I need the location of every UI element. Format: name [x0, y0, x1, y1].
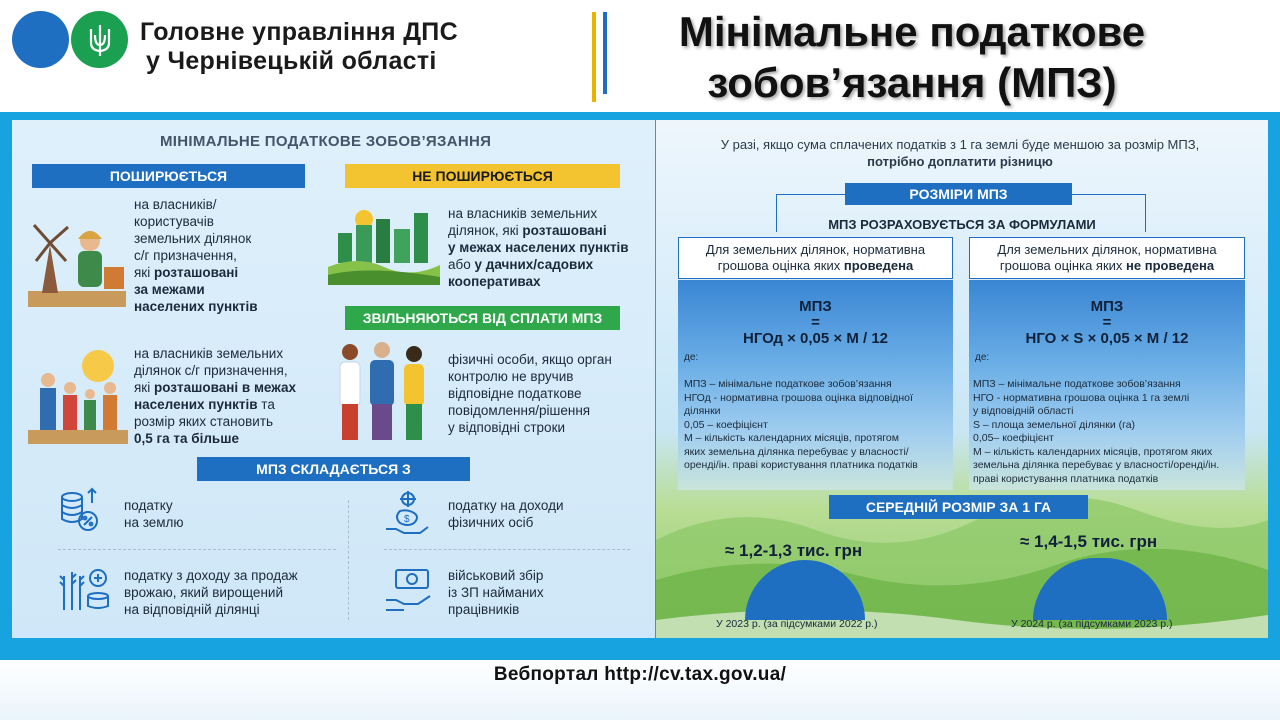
org-name — [140, 18, 458, 76]
header — [0, 0, 1280, 112]
divider-left — [58, 549, 336, 550]
definition-not-assessed-6: М – кількість календарних місяців, протягом яких — [973, 445, 1213, 458]
org-name-line1: Головне управління ДПС — [140, 18, 458, 46]
component-military-levy-line1: військовий збір — [448, 568, 544, 583]
definition-assessed-5: М – кількість календарних місяців, протягом — [684, 432, 899, 444]
applies-2-line6: 0,5 га та більше — [134, 431, 239, 446]
applies-1-line7: населених пунктів — [134, 299, 258, 314]
right-intro-line2: потрібно доплатити різницю — [867, 154, 1053, 169]
svg-text:$: $ — [404, 514, 410, 525]
formula-assessed — [678, 299, 953, 347]
component-land-tax — [124, 497, 184, 531]
applies-text-1 — [134, 196, 258, 315]
component-harvest-line2: врожаю, який вирощений — [124, 585, 283, 600]
trident-icon — [71, 11, 128, 68]
divider-right — [384, 549, 630, 550]
exempt-line2: контролю не вручив — [448, 369, 574, 384]
column-assessed-header — [678, 237, 953, 279]
definition-not-assessed-5: 0,05– коефіцієнт — [973, 432, 1054, 444]
not-applies-line4 — [448, 256, 629, 273]
applies-2-line2: ділянок с/г призначення, — [134, 363, 288, 378]
formula-assessed-eq: = — [811, 314, 820, 331]
military-levy-icon — [384, 566, 432, 612]
definitions-not-assessed — [973, 378, 1245, 486]
consists-label: МПЗ СКЛАДАЄТЬСЯ З — [256, 461, 411, 477]
definition-not-assessed-2: НГО - нормативна грошова оцінка 1 га землі — [973, 391, 1190, 404]
component-land-tax-line2: на землю — [124, 515, 184, 530]
applies-2-line4a: населених пунктів — [134, 397, 258, 412]
definition-not-assessed-7: земельна ділянка перебуває у власності/оренді/ін. — [973, 459, 1220, 471]
exempt-label: ЗВІЛЬНЯЮТЬСЯ ВІД СПЛАТИ МПЗ — [362, 310, 603, 326]
city-illustration — [328, 205, 440, 285]
component-income-tax-line2: фізичних осіб — [448, 515, 534, 530]
average-2024-caption: У 2024 р. (за підсумками 2023 р.) — [1011, 618, 1173, 630]
not-applies-line5: кооперативах — [448, 274, 541, 289]
applies-1-line2: користувачів — [134, 214, 214, 229]
applies-2-line5: розмір яких становить — [134, 414, 274, 429]
not-applies-line4b: у дачних/садових — [474, 257, 594, 272]
exempt-line5: у відповідні строки — [448, 420, 566, 435]
exempt-line1: фізичні особи, якщо орган — [448, 352, 612, 367]
column-assessed-header-line2b: проведена — [843, 258, 914, 273]
column-not-assessed-header-line2 — [997, 258, 1216, 274]
applies-band — [32, 164, 305, 188]
exempt-line3: відповідне податкове — [448, 386, 582, 401]
not-applies-label: НЕ ПОШИРЮЄТЬСЯ — [412, 168, 553, 184]
not-applies-line2a: ділянок, які — [448, 223, 523, 238]
average-2023-value: ≈ 1,2-1,3 тис. грн — [725, 541, 863, 560]
sizes-label: РОЗМІРИ МПЗ — [909, 186, 1008, 202]
income-tax-icon — [384, 489, 430, 537]
divider-blue — [603, 12, 607, 94]
not-applies-line2b: розташовані — [522, 223, 607, 238]
applies-label: ПОШИРЮЄТЬСЯ — [109, 168, 228, 184]
exempt-band — [345, 306, 620, 330]
consists-band — [197, 457, 470, 481]
definition-not-assessed-8: праві користування платника податків — [973, 472, 1159, 485]
component-harvest — [124, 567, 298, 618]
component-military-levy-line2: із ЗП найманих — [448, 585, 544, 600]
page-title — [612, 6, 1212, 108]
farmers-family-illustration — [28, 344, 128, 444]
exempt-line4: повідомлення/рішення — [448, 403, 591, 418]
formula-not-assessed-rhs: НГО × S × 0,05 × М / 12 — [1025, 330, 1189, 347]
definition-assessed-7: оренді/ін. праві користування платника податків — [684, 459, 918, 471]
formula-assessed-lhs: МПЗ — [799, 298, 832, 315]
applies-2-line4b: та — [257, 397, 275, 412]
applies-2-line4 — [134, 396, 296, 413]
people-illustration — [330, 338, 434, 444]
column-not-assessed-header-line2b: не проведена — [1126, 258, 1215, 273]
formula-assessed-rhs: НГОд × 0,05 × М / 12 — [742, 330, 889, 347]
column-assessed-header-line2a: грошова оцінка яких — [717, 258, 844, 273]
component-harvest-line3: на відповідній ділянці — [124, 602, 260, 617]
component-income-tax-line1: податку на доходи — [448, 498, 564, 513]
logo-blue-circle — [12, 11, 69, 68]
column-assessed-header-line2 — [706, 258, 925, 274]
definition-not-assessed-3: у відповідній області — [973, 405, 1074, 417]
definition-assessed-3: ділянки — [684, 405, 721, 417]
not-applies-text — [448, 205, 629, 290]
column-not-assessed-header-line1: Для земельних ділянок, нормативна — [997, 242, 1217, 257]
org-name-line2: у Чернівецькій області — [146, 47, 437, 75]
definition-not-assessed-1: МПЗ – мінімальне податкове зобов’язання — [973, 378, 1181, 390]
page-title-line2: зобов’язання (МПЗ) — [707, 59, 1117, 106]
component-military-levy-line3: працівників — [448, 602, 520, 617]
farmer-windmill-illustration — [28, 205, 126, 307]
formula-label: МПЗ РОЗРАХОВУЄТЬСЯ ЗА ФОРМУЛАМИ — [828, 217, 1096, 232]
divider-yellow — [592, 12, 596, 102]
definition-assessed-4: 0,05 – коефіцієнт — [684, 418, 768, 431]
average-2024-value: ≈ 1,4-1,5 тис. грн — [1020, 532, 1158, 551]
definition-assessed-1: МПЗ – мінімальне податкове зобов’язання — [684, 378, 892, 390]
applies-text-2 — [134, 345, 296, 447]
definition-assessed-6: яких земельна ділянка перебуває у власності/ — [684, 445, 909, 458]
formula-not-assessed-where: де: — [975, 352, 990, 363]
definition-not-assessed-4: S – площа земельної ділянки (га) — [973, 418, 1136, 431]
page-title-line1: Мінімальне податкове — [678, 8, 1146, 55]
column-assessed-header-line1: Для земельних ділянок, нормативна — [705, 242, 926, 257]
land-tax-icon — [58, 485, 102, 533]
applies-1-line5a: які — [134, 265, 154, 280]
harvest-icon — [56, 566, 112, 612]
component-land-tax-line1: податку — [124, 498, 173, 513]
formula-not-assessed-eq: = — [1102, 314, 1112, 331]
left-panel-title: МІНІМАЛЬНЕ ПОДАТКОВЕ ЗОБОВ’ЯЗАННЯ — [160, 133, 492, 150]
applies-1-line3: земельних ділянок — [134, 231, 252, 246]
not-applies-line2 — [448, 222, 629, 239]
component-income-tax — [448, 497, 564, 531]
applies-2-line3 — [134, 379, 296, 396]
exempt-text — [448, 351, 612, 436]
divider-vertical — [348, 500, 349, 620]
not-applies-line1: на власників земельних — [448, 206, 598, 221]
component-military-levy — [448, 567, 544, 618]
applies-2-line3b: розташовані в межах — [153, 380, 297, 395]
webportal-link[interactable]: Вебпортал http://cv.tax.gov.ua/ — [493, 664, 787, 685]
average-band — [829, 495, 1088, 519]
not-applies-band — [345, 164, 620, 188]
formula-not-assessed-lhs: МПЗ — [1090, 298, 1124, 315]
right-intro-line1: У разі, якщо сума сплачених податків з 1 га землі буде меншою за розмір МПЗ, — [720, 137, 1200, 152]
applies-2-line3a: які — [134, 380, 154, 395]
applies-2-line1: на власників земельних — [134, 346, 284, 361]
not-applies-line3: у межах населених пунктів — [448, 240, 629, 255]
average-2023-caption: У 2023 р. (за підсумками 2022 р.) — [716, 618, 878, 630]
formula-not-assessed — [969, 299, 1245, 347]
applies-1-line5 — [134, 264, 258, 281]
applies-1-line1: на власників/ — [134, 197, 217, 212]
column-not-assessed-header-line2a: грошова оцінка яких — [999, 258, 1127, 273]
not-applies-line4a: або — [448, 257, 475, 272]
sizes-band — [845, 183, 1072, 205]
applies-1-line5b: розташовані — [153, 265, 239, 280]
average-label: СЕРЕДНІЙ РОЗМІР ЗА 1 ГА — [865, 499, 1052, 515]
component-harvest-line1: податку з доходу за продаж — [124, 568, 298, 583]
definition-assessed-2: НГОд - нормативна грошова оцінка відповідної — [684, 391, 913, 404]
column-not-assessed-header — [969, 237, 1245, 279]
applies-1-line4: с/г призначення, — [134, 248, 237, 263]
formula-assessed-where: де: — [684, 352, 699, 363]
right-intro — [680, 136, 1240, 170]
applies-1-line6: за межами — [134, 282, 205, 297]
definitions-assessed — [684, 378, 952, 473]
